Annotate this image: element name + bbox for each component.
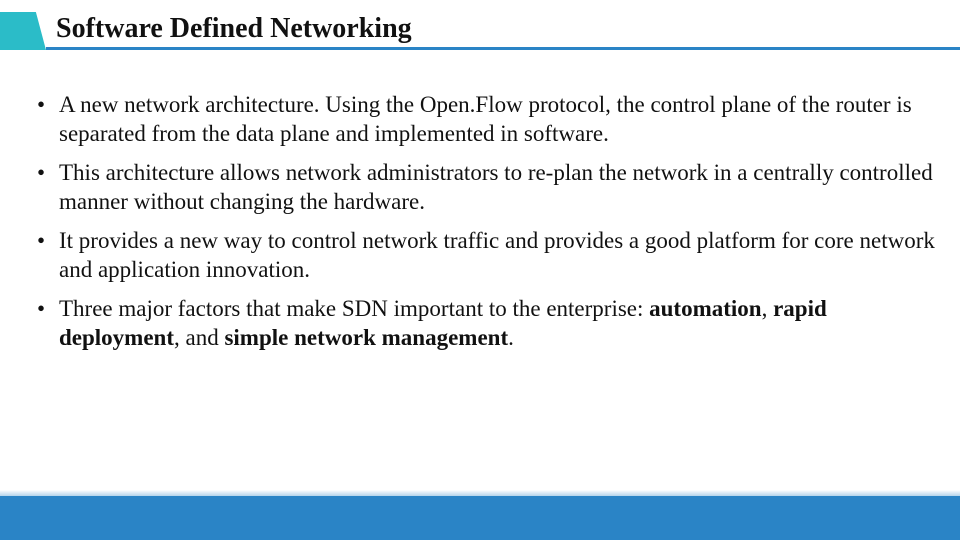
term-automation: automation — [649, 296, 762, 321]
bullet-item-2 — [30, 158, 935, 216]
term-rapid-deployment: rapid deployment — [59, 296, 827, 350]
bullet-text: This architecture allows network administrators to re-plan the network in a centrally controlled manner without changing the hardware. — [59, 160, 933, 214]
bullet-dot-icon: • — [36, 160, 46, 185]
bullet-list — [30, 90, 935, 362]
bullet-dot-icon: • — [36, 296, 46, 321]
term-simple-network-management: simple network management — [224, 325, 509, 350]
footer-band — [0, 496, 960, 540]
bullet-item-3 — [30, 226, 935, 284]
separator: , and — [174, 325, 225, 350]
bullet-item-4 — [30, 294, 935, 352]
title-underline — [46, 47, 960, 50]
bullet-text: It provides a new way to control network traffic and provides a good platform for core network and application innovation. — [59, 228, 935, 282]
bullet-text-intro: Three major factors that make SDN important to the enterprise: — [59, 296, 650, 321]
title-accent-shape — [0, 12, 46, 50]
bullet-dot-icon: • — [36, 228, 46, 253]
slide-title: Software Defined Networking — [56, 13, 412, 44]
separator: , — [761, 296, 774, 321]
bullet-text: A new network architecture. Using the Open.Flow protocol, the control plane of the router is separated from the data plane and implemented in software. — [59, 92, 912, 146]
sentence-end: . — [508, 325, 514, 350]
bullet-item-1 — [30, 90, 935, 148]
bullet-dot-icon: • — [36, 92, 46, 117]
